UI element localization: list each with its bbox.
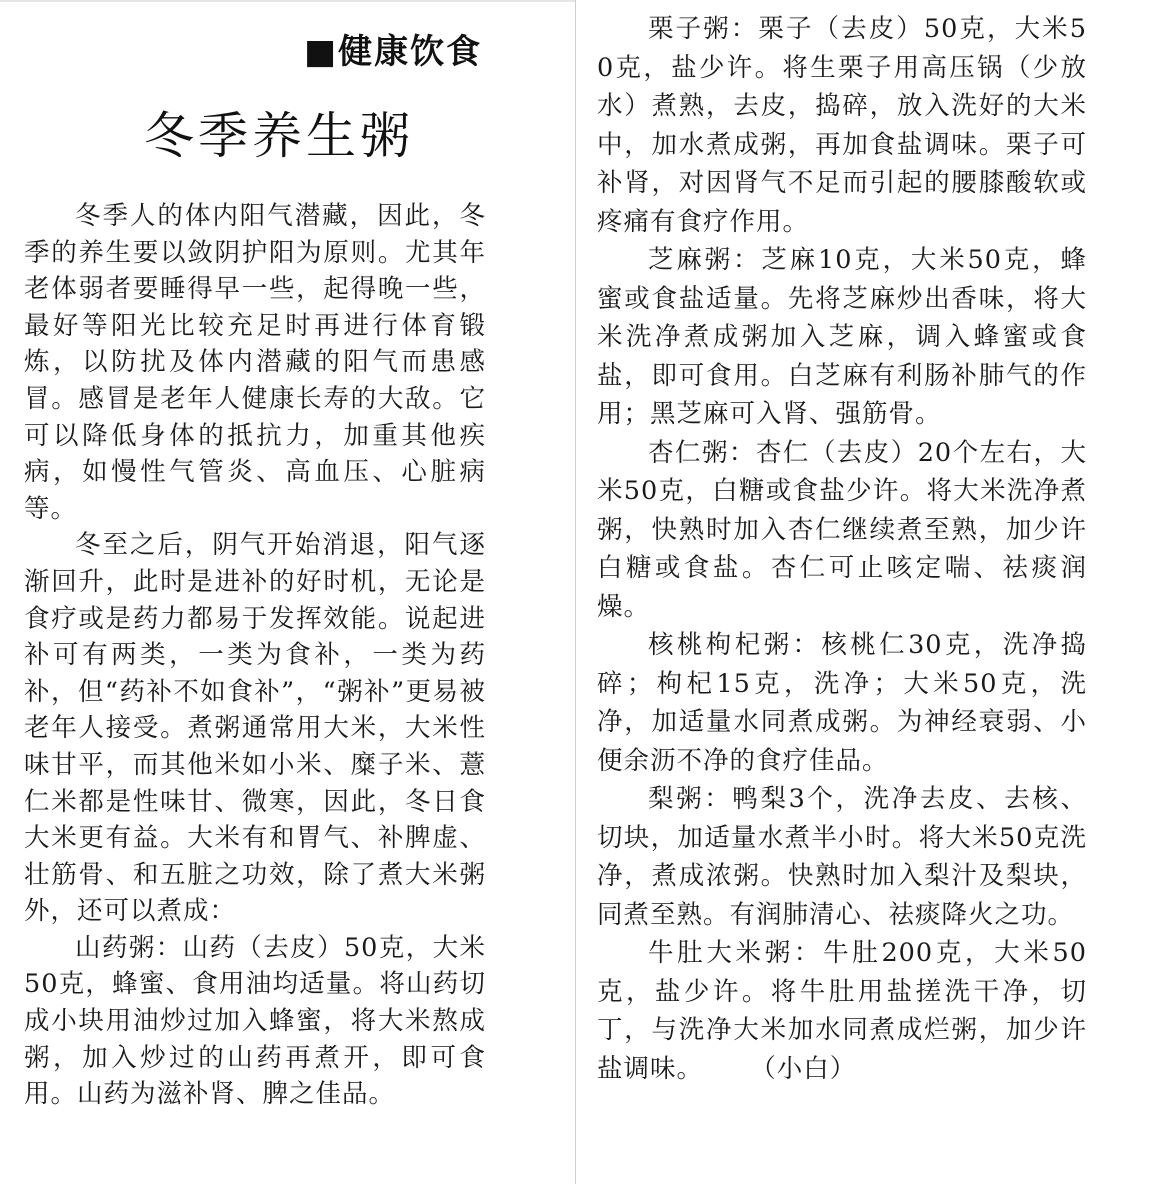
recipe-yam-porridge: 山药粥：山药（去皮）50克，大米50克，蜂蜜、食用油均适量。将山药切成小块用油炒过加入蜂蜜，将大米熬成粥，加入炒过的山药再煮开，即可食用。山药为滋补肾、脾之佳品。	[24, 932, 486, 1110]
intro-paragraph: 冬季人的体内阳气潜藏，因此，冬季的养生要以敛阴护阳为原则。尤其年老体弱者要睡得早一些，起得晚一些，最好等阳光比较充足时再进行体育锻炼，以防扰及体内潜藏的阳气而患感冒。感冒是老年人健康长寿的大敌。它可以降低身体的抵抗力，加重其他疾病，如慢性气管炎、高血压、心脏病等。	[24, 201, 486, 524]
recipe-walnut-goji-porridge: 核桃枸杞粥：核桃仁30克，洗净捣碎；枸杞15克，洗净；大米50克，洗净，加适量水同煮成粥。为神经衰弱、小便余沥不净的食疗佳品。	[597, 630, 1087, 776]
top-rule	[0, 0, 596, 2]
recipe-pear-porridge: 梨粥：鸭梨3个，洗净去皮、去核、切块，加适量水煮半小时。将大米50克洗净，煮成浓粥。快熟时加入梨汁及梨块，同煮至熟。有润肺清心、祛痰降火之功。	[597, 784, 1087, 930]
left-body	[24, 198, 486, 1113]
tripe-recipe-text: 牛肚大米粥：牛肚200克，大米50克，盐少许。将牛肚用盐搓洗干净，切丁，与洗净大米加水同煮成烂粥，加少许盐调味。	[597, 938, 1087, 1084]
recipe-almond-porridge: 杏仁粥：杏仁（去皮）20个左右，大米50克，白糖或食盐少许。将大米洗净煮粥，快熟时加入杏仁继续煮至熟，加少许白糖或食盐。杏仁可止咳定喘、祛痰润燥。	[597, 437, 1087, 622]
section-label: ■健康饮食	[304, 32, 483, 72]
article-headline: 冬季养生粥	[144, 107, 414, 165]
winter-solstice-paragraph: 冬至之后，阴气开始消退，阳气逐渐回升，此时是进补的好时机，无论是食疗或是药力都易于发挥效能。说起进补可有两类，一类为食补，一类为药补，但“药补不如食补”，“粥补”更易被老年人接受。煮粥通常用大米，大米性味甘平，而其他米如小米、糜子米、薏仁米都是性味甘、微寒，因此，冬日食大米更有益。大米有和胃气、补脾虚、壮筋骨、和五脏之功效，除了煮大米粥外，还可以煮成：	[24, 530, 486, 927]
recipe-sesame-porridge: 芝麻粥：芝麻10克，大米50克，蜂蜜或食盐适量。先将芝麻炒出香味，将大米洗净煮成粥加入芝麻，调入蜂蜜或食盐，即可食用。白芝麻有利肠补肺气的作用；黑芝麻可入肾、强筋骨。	[597, 245, 1087, 429]
recipe-tripe-rice-porridge	[597, 934, 1087, 1088]
author-byline: （小白）	[763, 1053, 857, 1084]
column-divider	[575, 0, 598, 1184]
recipe-chestnut-porridge: 栗子粥：栗子（去皮）50克，大米50克，盐少许。将生栗子用高压锅（少放水）煮熟，去皮，捣碎，放入洗好的大米中，加水煮成粥，再加食盐调味。栗子可补肾，对因肾气不足而引起的腰膝酸软或疼痛有食疗作用。	[597, 14, 1087, 237]
right-column	[597, 10, 1087, 1088]
